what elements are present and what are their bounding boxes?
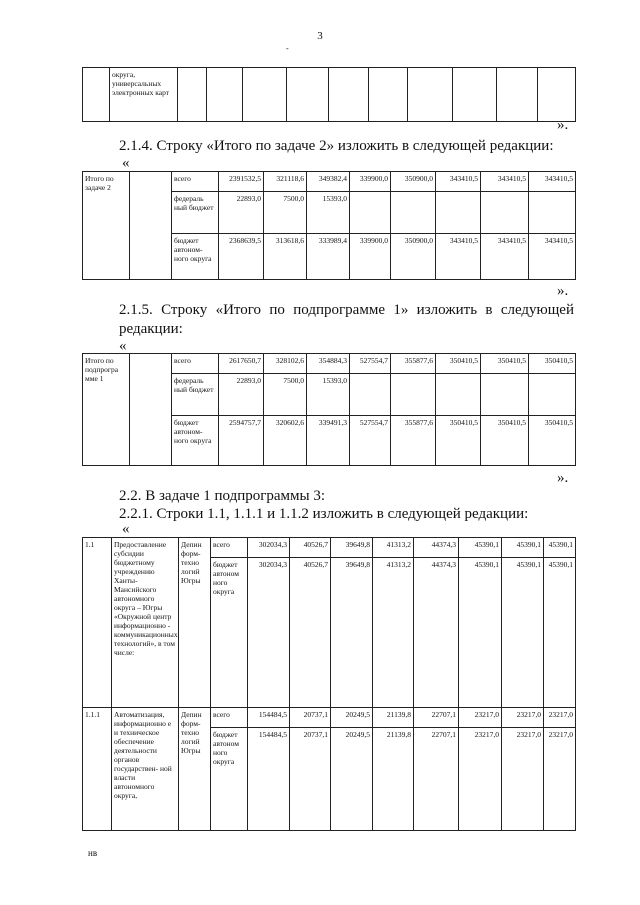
row-number: 1.1.1 bbox=[83, 708, 112, 831]
row-description: Автоматизация, информационно е и техническое обеспечение деятельности органов государствен- ной власти автономного округа, bbox=[112, 708, 179, 831]
quote-open: « bbox=[122, 155, 130, 171]
row-executor: Депин форм- техно логий Югры bbox=[179, 538, 211, 708]
source-cell: всего bbox=[172, 172, 219, 192]
table-total-subprogram-1: Итого по подпрогра мме 1 всего 2617650,7 328102,6 354884,3 527554,7 355877,6 350410,5 350410,5 350410,5 федераль ный бюджет 22893,0 7500,0 15393,0 бюджет автоном- ного округа 2594757,7 320602,6 339491,3 527554,7 355877,6 350410,5 350410,5 350410,5 bbox=[82, 353, 576, 466]
source-cell: всего bbox=[211, 538, 248, 558]
source-cell: всего bbox=[211, 708, 248, 728]
row-description: Предоставление субсидии бюджетному учреждению Ханты-Мансийского автономного округа – Югры «Окружной центр информационно - коммуникационных технологий», в том числе: bbox=[112, 538, 179, 708]
footer-initials: нв bbox=[88, 848, 98, 858]
top-table-cell bbox=[83, 68, 110, 122]
table-task-1-subprogram-3: 1.1 Предоставление субсидии бюджетному учреждению Ханты-Мансийского автономного округа – Югры «Окружной центр информационно - коммуникационных технологий», в том числе: Депин форм- техно логий Югры всего 302034,3 40526,7 39649,8 41313,2 44374,3 45390,1 45390,1 45390,1 бюджет автоном ного округа 302034,3 40526,7 39649,8 41313,2 44374,3 45390,1 45390,1 45390,1 1.1.1 Автоматизация, информационно е и техническое обеспечение деятельности органов государствен- ной власти автономного округа, Депин форм- техно логий Югры всего 154484,5 20737,1 20249,5 21139,8 22707,1 23217,0 23217,0 23217,0 бюджет автоном ного округа 154484,5 20737,1 20249,5 21139,8 22707,1 23217,0 23217,0 23217,0 bbox=[82, 537, 576, 831]
table-total-task-2: Итого по задаче 2 всего 2391532,5 321118,6 349382,4 339900,0 350900,0 343410,5 343410,5 343410,5 федераль ный бюджет 22893,0 7500,0 15393,0 бюджет автоном- ного округа 2368639,5 313618,6 333989,4 339900,0 350900,0 343410,5 343410,5 343410,5 bbox=[82, 171, 576, 280]
row-label: Итого по задаче 2 bbox=[83, 172, 130, 280]
page-number: 3 bbox=[317, 30, 323, 42]
row-label: Итого по подпрогра мме 1 bbox=[83, 354, 130, 466]
row-number: 1.1 bbox=[83, 538, 112, 708]
scan-mark: - bbox=[286, 44, 289, 53]
top-table bbox=[82, 67, 576, 122]
source-cell: бюджет автоном- ного округа bbox=[172, 416, 219, 466]
quote-close: ». bbox=[557, 283, 569, 299]
section-heading: 2.1.4. Строку «Итого по задаче 2» изложить в следующей редакции: bbox=[119, 138, 554, 154]
row-executor: Депин форм- техно логий Югры bbox=[179, 708, 211, 831]
quote-open: « bbox=[119, 338, 127, 354]
section-heading: 2.1.5. Строку «Итого по подпрограмме 1» изложить в следующей редакции: bbox=[119, 302, 574, 337]
source-cell: бюджет автоном ного округа bbox=[211, 728, 248, 831]
quote-close: ». bbox=[557, 470, 569, 486]
source-cell: бюджет автоном ного округа bbox=[211, 558, 248, 708]
quote-close: ». bbox=[557, 117, 569, 133]
top-table-label: округа, универсальных электронных карт bbox=[110, 68, 178, 122]
section-heading: 2.2.1. Строки 1.1, 1.1.1 и 1.1.2 изложить в следующей редакции: bbox=[119, 506, 529, 522]
source-cell: федераль ный бюджет bbox=[172, 374, 219, 416]
section-heading: 2.2. В задаче 1 подпрограммы 3: bbox=[119, 488, 326, 504]
source-cell: всего bbox=[172, 354, 219, 374]
source-cell: федераль ный бюджет bbox=[172, 192, 219, 234]
quote-open: « bbox=[122, 521, 130, 537]
source-cell: бюджет автоном- ного округа bbox=[172, 234, 219, 280]
